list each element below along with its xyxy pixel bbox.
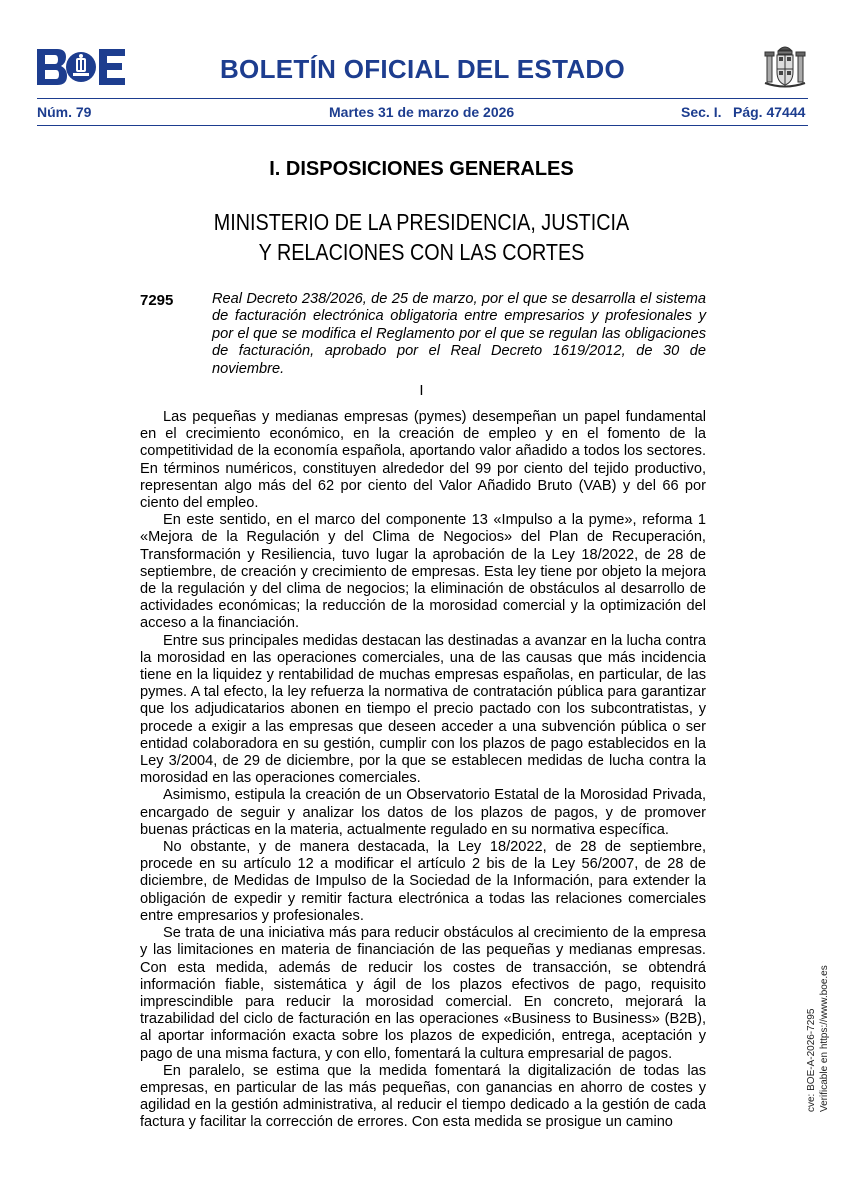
paragraph: En paralelo, se estima que la medida fomentará la digitalización de todas las empresas, en particular de las más pequeñas, con ganancias en ahorro de costes y agilidad en la gestión administrativa, al reducir el tiempo dedicado a la gestión de cada factura y facilitar la corrección de errores. Con esta medida se prosigue un camino xyxy=(140,1062,706,1131)
paragraph: Las pequeñas y medianas empresas (pymes) desempeñan un papel fundamental en el crecimiento económico, en la creación de empleo y en el fomento de la competitividad de la economía española, aportando valor añadido a todos los sectores. En términos numéricos, constituyen alrededor del 99 por ciento del tejido productivo, representan algo más del 62 por ciento del Valor Añadido Bruto (VAB) y del 66 por ciento del empleo. xyxy=(140,409,706,512)
paragraph: Entre sus principales medidas destacan las destinadas a avanzar en la lucha contra la morosidad en las operaciones comerciales, una de las causas que más incidencia tiene en la liquidez y rentabilidad de muchas empresas españolas, en particular, de las pymes. A tal efecto, la ley refuerza la normativa de contratación pública para garantizar que los adjudicatarios abonen en tiempo el precio pactado con los subcontratistas, y procede a exigir a las empresas que deseen acceder a una subvención pública o ser entidad colaboradora en su gestión, cumplir con los plazos de pago establecidos en la Ley 3/2004, de 29 de diciembre, por la que se establecen medidas de lucha contra la morosidad en las operaciones comerciales. xyxy=(140,632,706,787)
verification-note xyxy=(806,965,831,1112)
paragraph: No obstante, y de manera destacada, la Ley 18/2022, de 28 de septiembre, procede en su artículo 12 a modificar el artículo 2 bis de la Ley 56/2007, de 28 de diciembre, de Medidas de Impulso de la Sociedad de la Información, para extender la obligación de expedir y remitir factura electrónica a todas las relaciones comerciales entre empresarios y profesionales. xyxy=(140,839,706,924)
issue-number: Núm. 79 xyxy=(37,104,92,120)
newspaper-title: BOLETÍN OFICIAL DEL ESTADO xyxy=(219,54,626,84)
page-number: Pág. 47444 xyxy=(733,104,806,120)
chapter-number: I xyxy=(419,382,424,399)
section-heading: I. DISPOSICIONES GENERALES xyxy=(269,158,574,180)
issue-date: Martes 31 de marzo de 2026 xyxy=(329,104,515,120)
header-rule-bottom xyxy=(37,125,808,126)
ministry-line-2: Y RELACIONES CON LAS CORTES xyxy=(258,239,585,265)
coat-of-arms-icon xyxy=(762,42,808,92)
verification-url: Verificable en https://www.boe.es xyxy=(818,965,830,1112)
entry-summary: Real Decreto 238/2026, de 25 de marzo, por el que se desarrolla el sistema de facturación electrónica obligatoria entre empresarios y profesionales y por el que se modifica el Reglamento por el que se regulan las obligaciones de facturación, aprobado por el Real Decreto 1619/2012, de 30 de noviembre. xyxy=(212,291,706,377)
ministry-heading xyxy=(59,207,784,267)
paragraph: Asimismo, estipula la creación de un Observatorio Estatal de la Morosidad Privada, encargado de seguir y analizar los datos de los plazos de pagos, y de promover buenas prácticas en la materia, actualmente regulado en su normativa específica. xyxy=(140,787,706,838)
header-rule-top xyxy=(37,98,808,99)
section-label: Sec. I. xyxy=(681,104,722,120)
ministry-line-1: MINISTERIO DE LA PRESIDENCIA, JUSTICIA xyxy=(213,209,630,235)
body-text xyxy=(140,409,706,1132)
paragraph: En este sentido, en el marco del componente 13 «Impulso a la pyme», reforma 1 «Mejora de la Regulación y del Clima de Negocios» del Plan de Recuperación, Transformación y Resiliencia, tuvo lugar la aprobación de la Ley 18/2022, de 28 de septiembre, de creación y crecimiento de empresas. Esta ley tiene por objeto la mejora de la regulación y del clima de negocios; la eliminación de obstáculos al desarrollo de actividades económicas; la reducción de la morosidad comercial y la optimización del acceso a la financiación. xyxy=(140,512,706,632)
cve-code: cve: BOE-A-2026-7295 xyxy=(806,1008,817,1112)
boe-logo xyxy=(37,49,125,85)
paragraph: Se trata de una iniciativa más para reducir obstáculos al crecimiento de la empresa y las limitaciones en materia de financiación de las pequeñas y medianas empresas. Con esta medida, además de reducir los costes de transacción, se obtendrá información fiable, sistemática y ágil de los plazos efectivos de pago, requisito imprescindible para reducir la morosidad comercial. En concreto, mejorará la trazabilidad del ciclo de facturación en las operaciones «Business to Business» (B2B), al aportar información exacta sobre los plazos de expedición, entrega, aceptación y pago de una misma factura, y con ello, fomentará la cultura empresarial de pagos. xyxy=(140,925,706,1062)
entry-number: 7295 xyxy=(140,292,174,309)
